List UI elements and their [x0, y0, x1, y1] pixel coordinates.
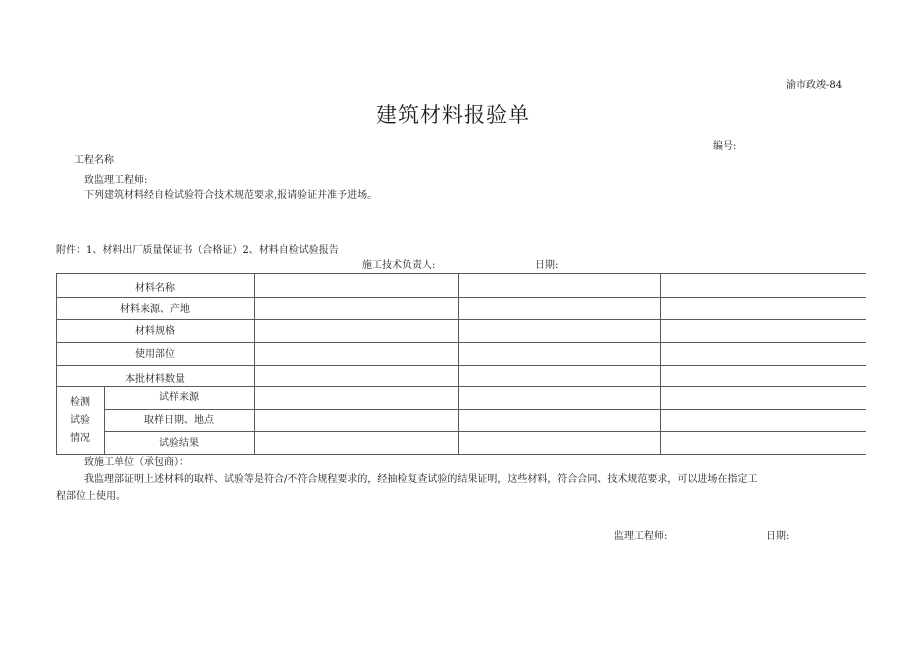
table-hline — [104, 409, 866, 410]
table-hline — [56, 297, 866, 298]
tech-lead-label: 施工技术负责人: — [362, 260, 436, 271]
attachments-text: 附件：1、材料出厂质量保证书（合格证）2、材料自检试验报告 — [56, 245, 339, 256]
row-label-material-source: 材料来源、产地 — [120, 304, 190, 315]
table-hline — [56, 342, 866, 343]
request-text: 下列建筑材料经自检试验符合技术规范要求,报请验证并准予进场。 — [84, 190, 378, 201]
row-label-sample-source: 试样来源 — [159, 392, 199, 403]
table-hline — [56, 319, 866, 320]
to-contractor-text: 致施工单位（承包商）： — [84, 457, 189, 468]
project-name-label: 工程名称 — [74, 155, 114, 166]
supervisor-date-label: 日期: — [766, 531, 790, 542]
table-vline — [254, 273, 255, 455]
certification-line-1: 我监理部证明上述材料的取样、试验等是符合/不符合规程要求的，经抽检复查试验的结果证明，这些材料，符合合同、技术规范要求，可以进场在指定工 — [84, 474, 758, 485]
row-label-sampling-date-place: 取样日期、地点 — [144, 415, 214, 426]
row-label-test-result: 试验结果 — [159, 438, 199, 449]
form-code: 渝市政竣-84 — [786, 80, 843, 91]
row-label-material-name: 材料名称 — [135, 283, 175, 294]
group-label-inspection-3: 情况 — [70, 433, 90, 444]
serial-number-label: 编号: — [713, 141, 737, 152]
table-vline — [660, 273, 661, 455]
group-label-inspection-2: 试验 — [70, 415, 90, 426]
table-vline — [458, 273, 459, 455]
table-hline — [56, 365, 866, 366]
greeting-text: 致监理工程师: — [84, 175, 148, 186]
table-hline — [56, 386, 866, 387]
supervising-engineer-label: 监理工程师: — [614, 531, 668, 542]
certification-line-2: 程部位上使用。 — [56, 491, 126, 502]
document-title: 建筑材料报验单 — [376, 103, 530, 127]
table-vline — [56, 273, 57, 455]
row-label-material-spec: 材料规格 — [135, 326, 175, 337]
table-hline — [56, 273, 866, 274]
group-label-inspection-1: 检测 — [70, 397, 90, 408]
tech-date-label: 日期: — [535, 260, 559, 271]
table-hline — [104, 431, 866, 432]
table-hline — [56, 454, 866, 455]
row-label-batch-quantity: 本批材料数量 — [125, 374, 185, 385]
row-label-usage-location: 使用部位 — [135, 349, 175, 360]
